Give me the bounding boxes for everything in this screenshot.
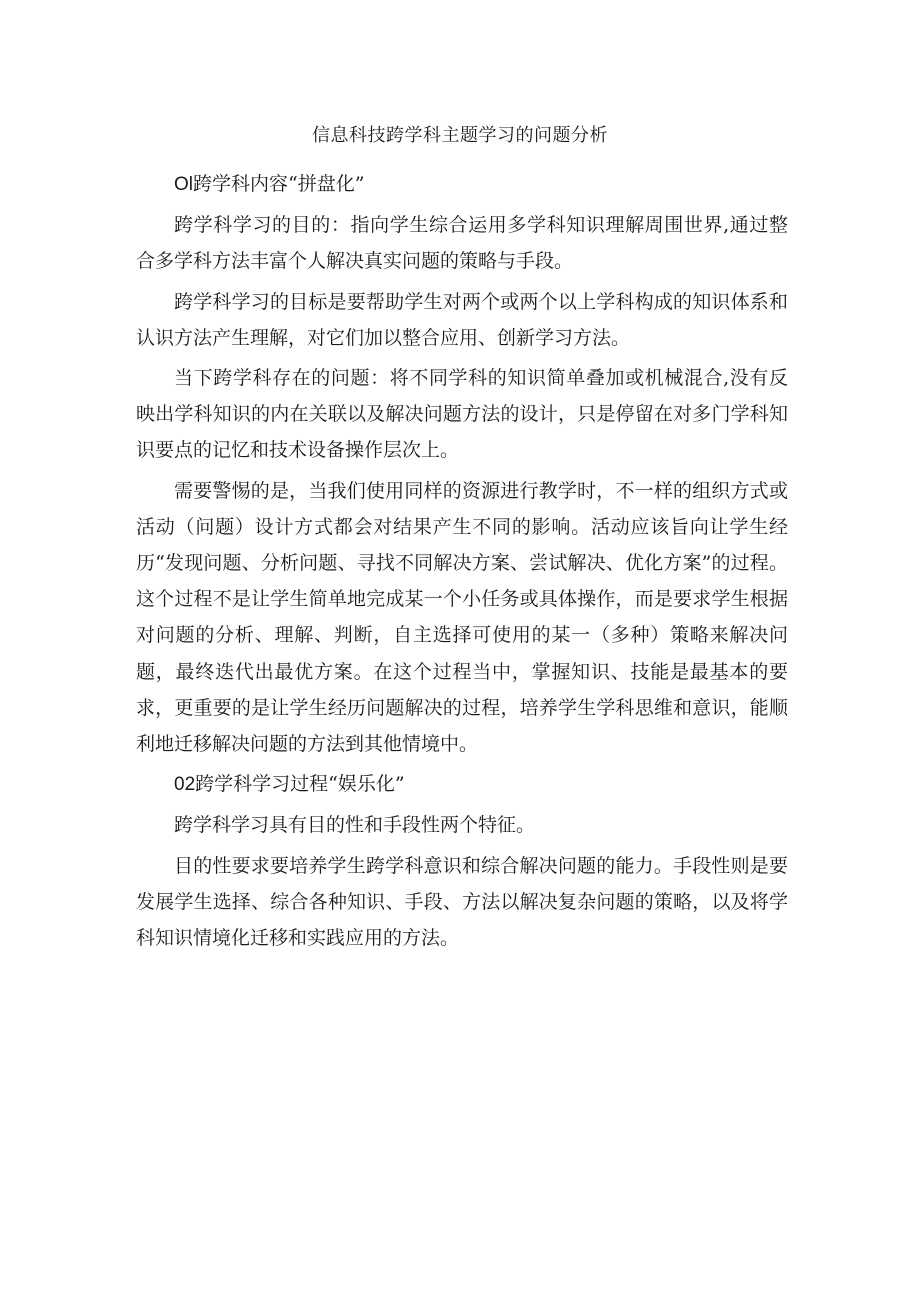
paragraph: 跨学科学习的目标是要帮助学生对两个或两个以上学科构成的知识体系和认识方法产生理解，对它们加以整合应用、创新学习方法。: [136, 290, 788, 349]
section-heading-1: [136, 166, 788, 203]
section-heading-text: 跨学科学习过程“娱乐化”: [195, 773, 405, 796]
section-heading-2: [136, 766, 788, 803]
section-number: 02: [174, 774, 196, 796]
section-number: Ol: [174, 174, 193, 195]
paragraph: 跨学科学习具有目的性和手段性两个特征。: [174, 814, 536, 837]
document-body: [136, 166, 788, 960]
paragraph: 目的性要求要培养学生跨学科意识和综合解决问题的能力。手段性则是要发展学生选择、综合各种知识、手段、方法以解决复杂问题的策略，以及将学科知识情境化迁移和实践应用的方法。: [136, 854, 788, 950]
document-title: 信息科技跨学科主题学习的问题分析: [312, 125, 608, 146]
paragraph: 当下跨学科存在的问题：将不同学科的知识简单叠加或机械混合,没有反映出学科知识的内在关联以及解决问题方法的设计，只是停留在对多门学科知识要点的记忆和技术设备操作层次上。: [136, 367, 788, 462]
section-heading-text: 跨学科内容“拼盘化”: [193, 173, 365, 195]
paragraph: 需要警惕的是，当我们使用同样的资源进行教学时，不一样的组织方式或活动（问题）设计方式都会对结果产生不同的影响。活动应该旨向让学生经历“发现问题、分析问题、寻找不同解决方案、尝试解决、优化方案”的过程。这个过程不是让学生简单地完成某一个小任务或具体操作，而是要求学生根据对问题的分析、理解、判断，自主选择可使用的某一（多种）策略来解决问题，最终迭代出最优方案。在这个过程当中，掌握知识、技能是最基本的要求，更重要的是让学生经历问题解决的过程，培养学生学科思维和意识，能顺利地迁移解决问题的方法到其他情境中。: [136, 479, 788, 756]
paragraph: 跨学科学习的目的：指向学生综合运用多学科知识理解周围世界,通过整合多学科方法丰富个人解决真实问题的策略与手段。: [136, 214, 788, 273]
